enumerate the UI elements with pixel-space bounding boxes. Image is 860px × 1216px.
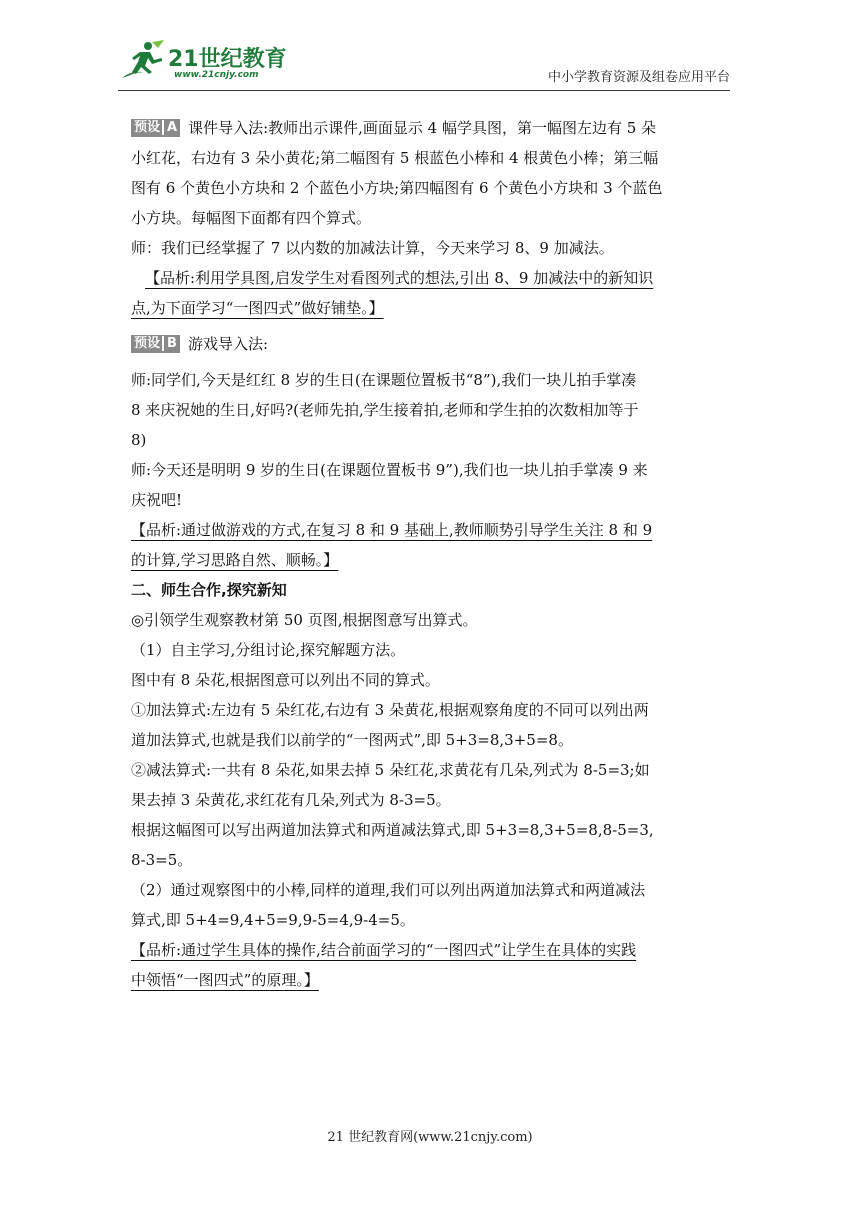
preset-a-line-1: 课件导入法:教师出示课件,画面显示 4 幅学具图，第一幅图左边有 5 朵 xyxy=(188,119,657,137)
addition-paragraph: ①加法算式:左边有 5 朵红花,右边有 3 朵黄花,根据观察角度的不同可以列出两 道加法算式,也就是我们以前学的“一图两式”,即 5+3=8,3+5=8。 xyxy=(131,701,649,749)
logo-text: 21世纪教育 xyxy=(168,47,287,72)
guide-line: ◎引领学生观察教材第 50 页图,根据图意写出算式。 xyxy=(131,611,478,629)
analysis-1: 【品析:利用学具图,启发学生对看图列式的想法,引出 8、9 加减法中的新知识 点,为下面学习“一图四式”做好铺垫。】 xyxy=(131,269,654,317)
step-2: （2）通过观察图中的小棒,同样的道理,我们可以列出两道加法算式和两道减法 算式,即 5+4=9,4+5=9,9-5=4,9-4=5。 xyxy=(131,881,646,929)
flowers-line: 图中有 8 朵花,根据图意可以列出不同的算式。 xyxy=(131,671,440,689)
analysis-2: 【品析:通过做游戏的方式,在复习 8 和 9 基础上,教师顺势引导学生关注 8 和 9 的计算,学习思路自然、顺畅。】 xyxy=(131,521,653,569)
subtraction-paragraph: ②减法算式:一共有 8 朵花,如果去掉 5 朵红花,求黄花有几朵,列式为 8-5=3;如 果去掉 3 朵黄花,求红花有几朵,列式为 8-3=5。 xyxy=(131,761,650,809)
page-footer: 21 世纪教育网(www.21cnjy.com) xyxy=(327,1130,533,1145)
preset-b-tag: 预设 B xyxy=(131,335,180,353)
header-divider xyxy=(118,90,730,91)
preset-a-line-2: 小红花，右边有 3 朵小黄花;第二幅图有 5 根蓝色小棒和 4 根黄色小棒；第三幅 xyxy=(131,149,659,167)
preset-b-paragraph xyxy=(131,329,733,359)
section-heading: 二、师生合作,探究新知 xyxy=(131,581,287,599)
lesson-content xyxy=(131,113,733,995)
site-logo[interactable] xyxy=(118,40,288,84)
summary-paragraph: 根据这幅图可以写出两道加法算式和两道减法算式,即 5+3=8,3+5=8,8-5=3, 8-3=5。 xyxy=(131,821,654,869)
platform-name: 中小学教育资源及组卷应用平台 xyxy=(547,70,730,85)
preset-a-line-4: 小方块。每幅图下面都有四个算式。 xyxy=(131,209,372,227)
analysis-3: 【品析:通过学生具体的操作,结合前面学习的“一图四式”让学生在具体的实践 中领悟“一图四式”的原理。】 xyxy=(131,941,637,989)
preset-b-text: 游戏导入法: xyxy=(187,335,268,353)
teacher-line-1: 师：我们已经掌握了 7 以内数的加减法计算，今天来学习 8、9 加减法。 xyxy=(131,239,614,257)
teacher-line-2: 师:同学们,今天是红红 8 岁的生日(在课题位置板书“8”),我们一块儿拍手掌凑 8 来庆祝她的生日,好吗?(老师先拍,学生接着拍,老师和学生拍的次数相加等于 8) xyxy=(131,371,639,449)
step-1: （1）自主学习,分组讨论,探究解题方法。 xyxy=(131,641,406,659)
preset-a-line-3: 图有 6 个黄色小方块和 2 个蓝色小方块;第四幅图有 6 个黄色小方块和 3 个蓝色 xyxy=(131,179,663,197)
teacher-line-3: 师:今天还是明明 9 岁的生日(在课题位置板书 9”),我们也一块儿拍手掌凑 9 来 庆祝吧! xyxy=(131,461,648,509)
preset-a-tag: 预设 A xyxy=(131,119,180,137)
preset-a-paragraph xyxy=(131,113,733,233)
runner-logo-icon xyxy=(118,40,166,82)
logo-url: www.21cnjy.com xyxy=(174,70,259,80)
page-header xyxy=(118,40,730,90)
